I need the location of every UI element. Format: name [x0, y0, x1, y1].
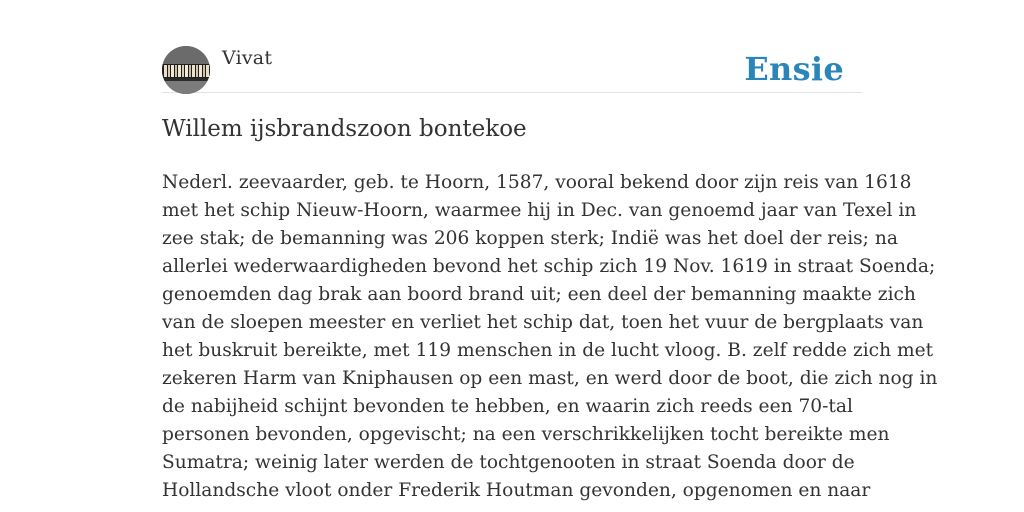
author-name[interactable]: Vivat: [222, 47, 273, 69]
article-line: Nederl. zeevaarder, geb. te Hoorn, 1587, vooral bekend door zijn reis van 1618: [162, 172, 912, 193]
article-line: van de sloepen meester en verliet het schip dat, toen het vuur de bergplaats van: [162, 312, 924, 333]
article-line: genoemden dag brak aan boord brand uit; een deel der bemanning maakte zich: [162, 284, 916, 305]
bookshelf-avatar-icon: [162, 46, 210, 94]
article-line: allerlei wederwaardigheden bevond het schip zich 19 Nov. 1619 in straat Soenda;: [162, 256, 936, 277]
article-line: het buskruit bereikte, met 119 menschen in de lucht vloog. B. zelf redde zich met: [162, 340, 934, 361]
article-line: zekeren Harm van Kniphausen op een mast, en werd door de boot, die zich nog in: [162, 368, 938, 389]
article-line: zee stak; de bemanning was 206 koppen sterk; Indië was het doel der reis; na: [162, 228, 898, 249]
article-line: de nabijheid schijnt bevonden te hebben, en waarin zich reeds een 70-tal: [162, 396, 853, 417]
ensie-logo[interactable]: Ensie: [744, 50, 844, 88]
article-line: Hollandsche vloot onder Frederik Houtman gevonden, opgenomen en naar: [162, 480, 871, 501]
author-avatar[interactable]: [162, 46, 210, 94]
article-line: Sumatra; weinig later werden de tochtgenooten in straat Soenda door de: [162, 452, 855, 473]
article-line: personen bevonden, opgevischt; na een verschrikkelijken tocht bereikte men: [162, 424, 890, 445]
article-title: Willem ijsbrandszoon bontekoe: [162, 116, 527, 142]
page-header: [162, 46, 862, 93]
article-line: met het schip Nieuw-Hoorn, waarmee hij in Dec. van genoemd jaar van Texel in: [162, 200, 917, 221]
article-body: [162, 169, 938, 505]
